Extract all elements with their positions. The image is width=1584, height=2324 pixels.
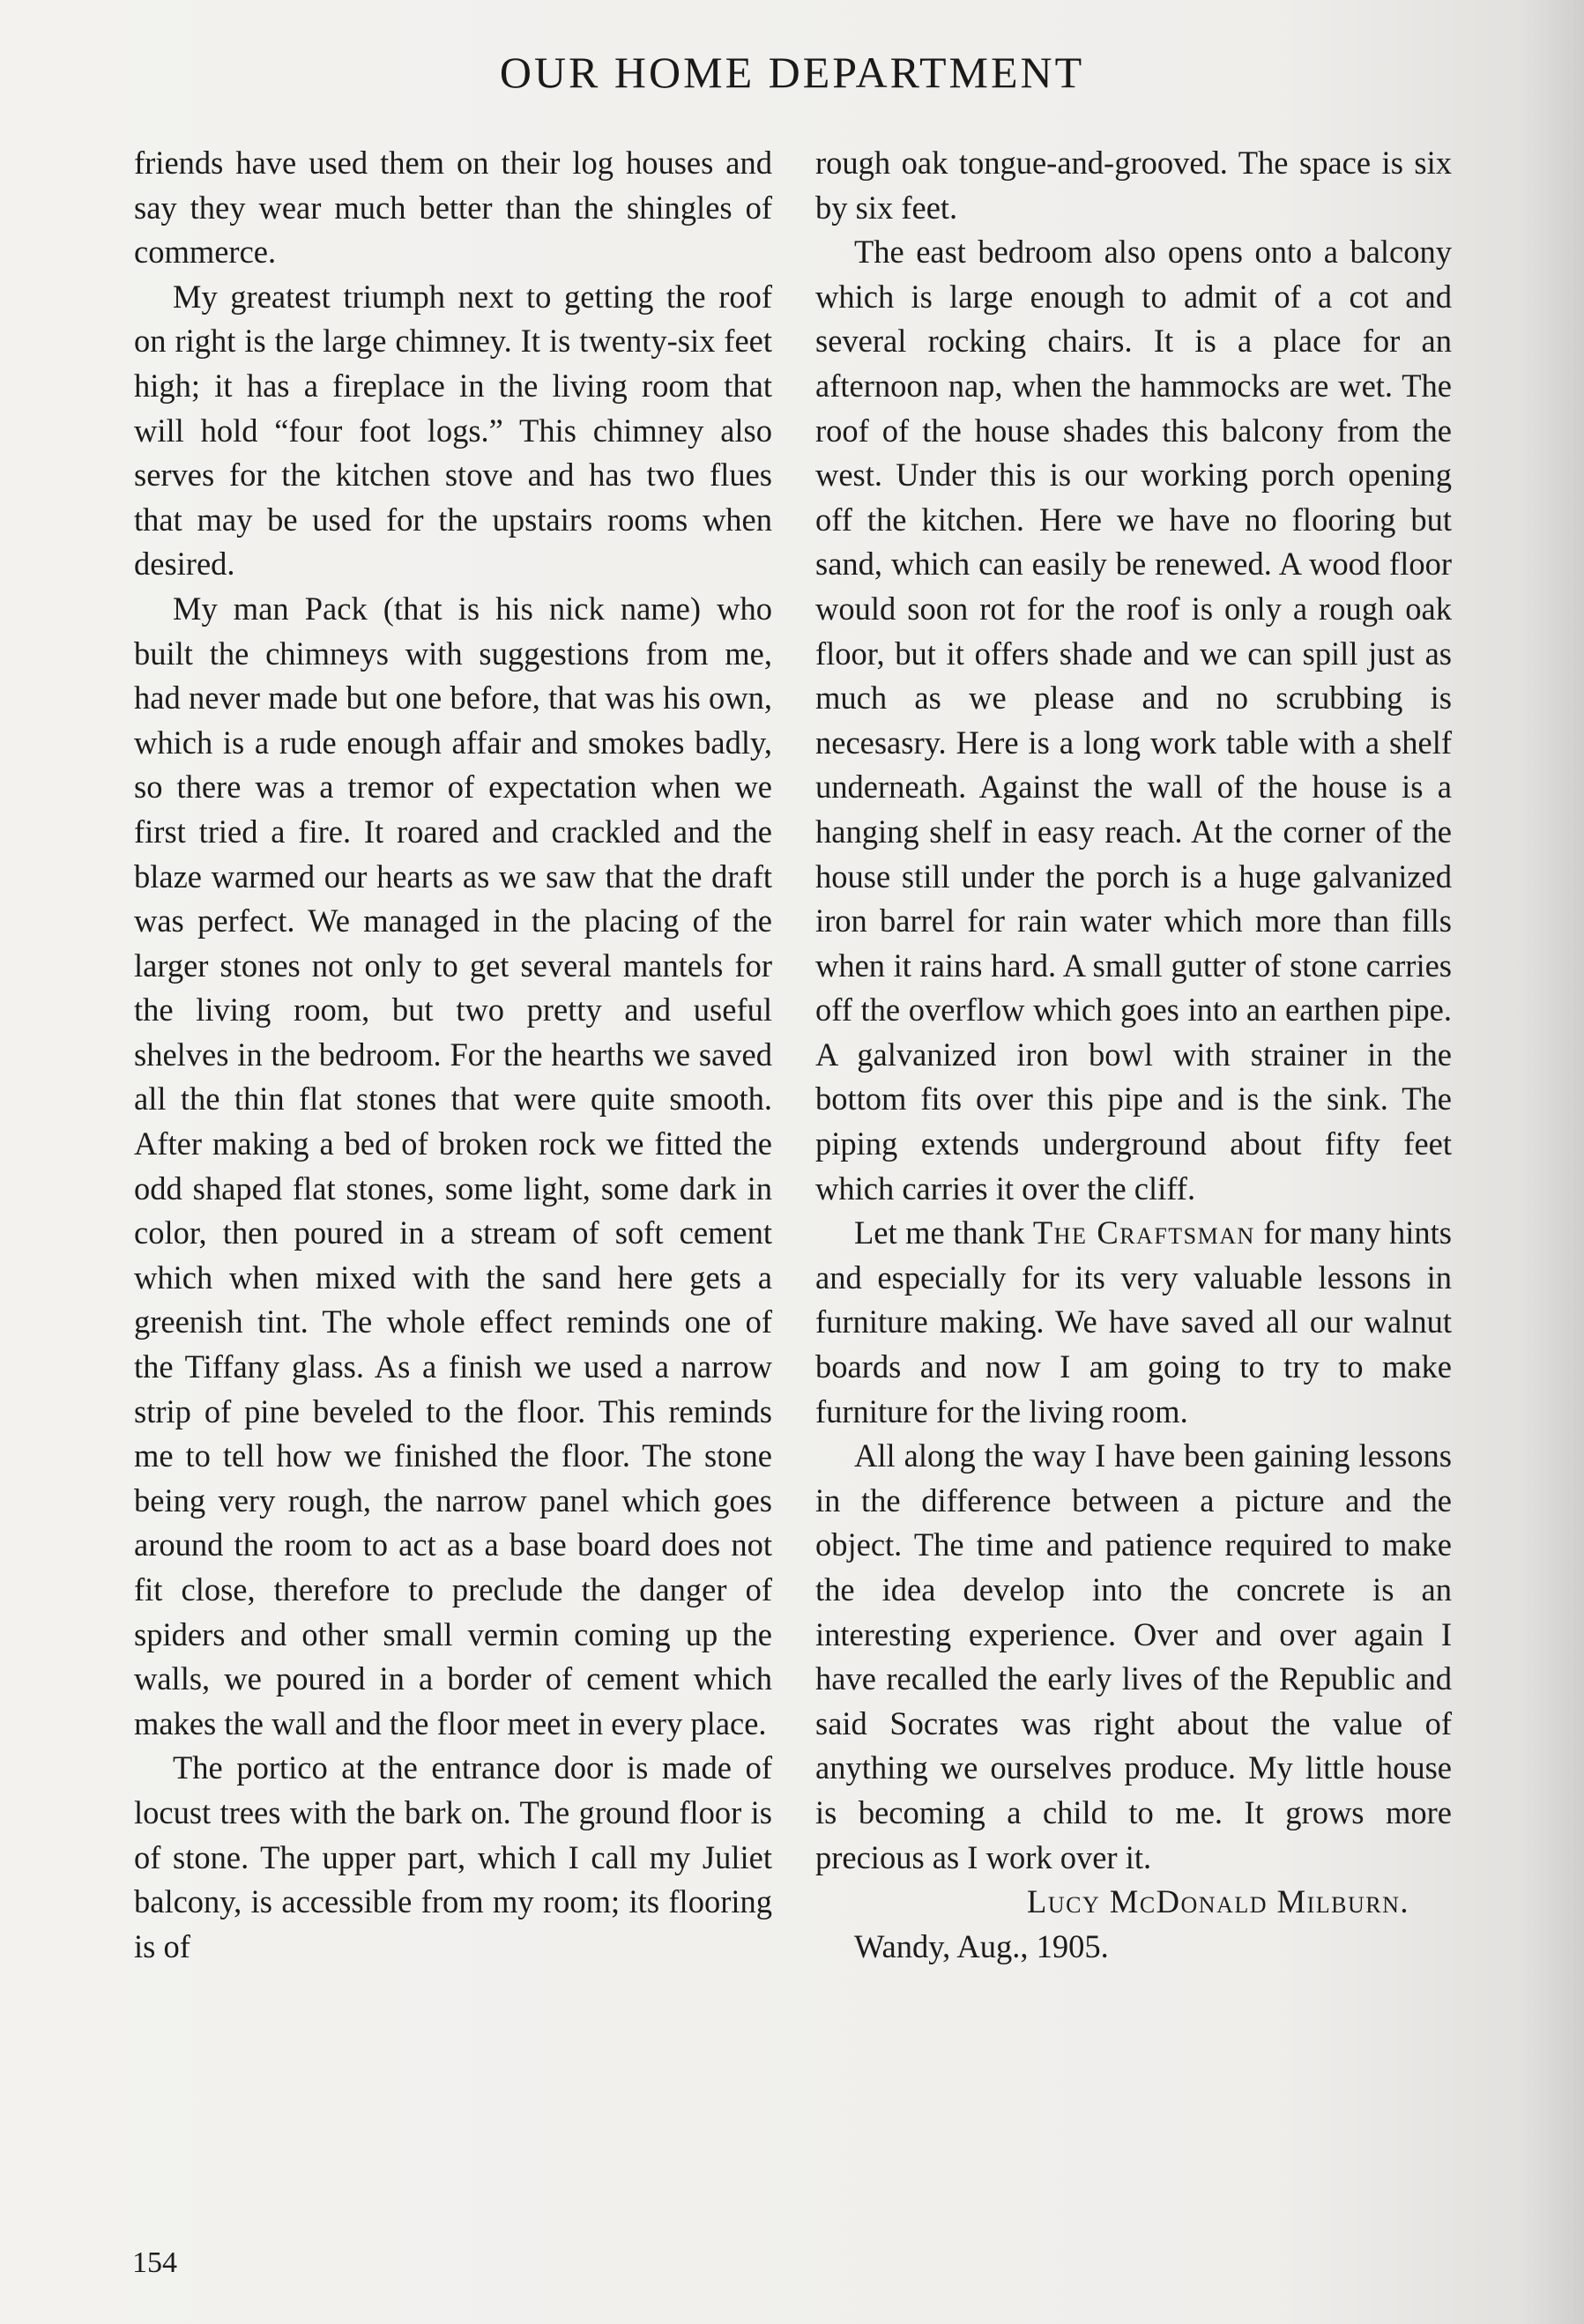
place-and-date: Wandy, Aug., 1905. bbox=[854, 1927, 1109, 1964]
left-paragraph-3: My man Pack (that is his nick name) who built the chimneys with suggestions from me, had never made but one before, that was his own, which is a rude enough affair and smokes badly, so there was a tremor of expectation when we first tried a fire. It roared and crackled and the blaze warmed our hearts as we saw that the draft was perfect. We managed in the placing of the larger stones not only to get several mantels for the living room, but two pretty and useful shelves in the bedroom. For the hearths we saved all the thin flat stones that were quite smooth. After making a bed of broken rock we fitted the odd shaped flat stones, some light, some dark in color, then poured in a stream of soft cement which when mixed with the sand here gets a greenish tint. The whole effect reminds one of the Tiffany glass. As a finish we used a narrow strip of pine beveled to the floor. This reminds me to tell how we finished the floor. The stone being very rough, the narrow panel which goes around the room to act as a base board does not fit close, therefore to preclude the danger of spiders and other small vermin coming up the walls, we poured in a border of cement which makes the wall and the floor meet in every place. bbox=[134, 590, 772, 1741]
right-paragraph-1: rough oak tongue-and-grooved. The space is six by six feet. bbox=[815, 145, 1452, 226]
left-paragraph-1: friends have used them on their log houses and say they wear much better than the shingles of commerce. bbox=[134, 145, 772, 271]
page-header: OUR HOME DEPARTMENT bbox=[499, 48, 1085, 97]
left-paragraph-2: My greatest triumph next to getting the roof on right is the large chimney. It is twenty-six feet high; it has a fireplace in the living room that will hold “four foot logs.” This chimney also serves for the kitchen stove and has two flues that may be used for the upstairs rooms when desired. bbox=[134, 278, 772, 583]
left-paragraph-4: The portico at the entrance door is made of locust trees with the bark on. The ground floor is of stone. The upper part, which I call my Juliet balcony, is accessible from my room; its flooring is of bbox=[134, 1749, 772, 1964]
right-paragraph-3 bbox=[815, 1211, 1452, 1434]
author-signature: Lucy McDonald Milburn. bbox=[1027, 1883, 1409, 1920]
magazine-name: The Craftsman bbox=[1032, 1214, 1255, 1251]
right-column bbox=[815, 141, 1452, 1969]
left-column bbox=[134, 141, 772, 1969]
page-number: 154 bbox=[132, 2246, 177, 2279]
right-paragraph-4: All along the way I have been gaining lessons in the difference between a picture and the object. The time and patience required to make the idea develop into the concrete is an interesting experience. Over and over again I have recalled the early lives of the Republic and said Socrates was right about the value of anything we ourselves produce. My little house is becoming a child to me. It grows more precious as I work over it. bbox=[815, 1437, 1452, 1875]
thanks-rest: for many hints and especially for its very valuable lessons in furniture making. We have saved all our walnut boards and now I am going to try to make furniture for the living room. bbox=[815, 1214, 1453, 1429]
thanks-lead-in: Let me thank bbox=[854, 1214, 1033, 1251]
right-paragraph-2: The east bedroom also opens onto a balcony which is large enough to admit of a cot and several rocking chairs. It is a place for an afternoon nap, when the hammocks are wet. The roof of the house shades this balcony from the west. Under this is our working porch opening off the kitchen. Here we have no flooring but sand, which can easily be renewed. A wood floor would soon rot for the roof is only a rough oak floor, but it offers shade and we can spill just as much as we please and no scrubbing is necesasry. Here is a long work table with a shelf underneath. Against the wall of the house is a hanging shelf in easy reach. At the corner of the house still under the porch is a huge galvanized iron barrel for rain water which more than fills when it rains hard. A small gutter of stone carries off the overflow which goes into an earthen pipe. A galvanized iron bowl with strainer in the bottom fits over this pipe and is the sink. The piping extends underground about fifty feet which carries it over the cliff. bbox=[815, 234, 1452, 1207]
